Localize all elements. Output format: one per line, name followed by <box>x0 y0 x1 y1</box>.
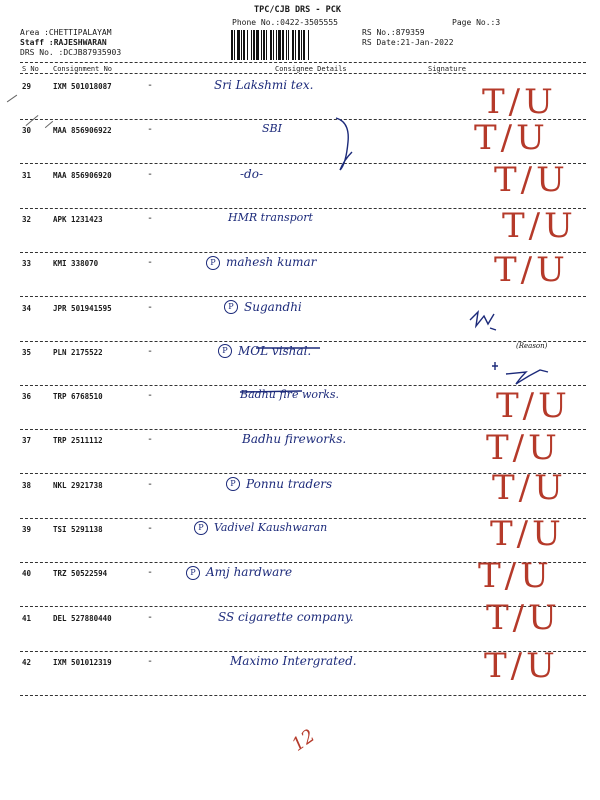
strike-mark <box>238 384 308 398</box>
row-signature: T/U <box>492 468 567 508</box>
row-sno: 39 <box>22 525 32 534</box>
row-consignee-text: HMR transport <box>228 210 313 224</box>
header-rule-top <box>20 62 586 63</box>
row-dash-mark: - <box>147 257 154 269</box>
header-rule-bottom <box>20 73 586 74</box>
row-consignment: APK 1231423 <box>53 214 103 224</box>
barcode-bar <box>286 30 287 60</box>
circled-p-icon: P <box>206 256 220 270</box>
row-consignee <box>262 122 282 135</box>
row-consignee-text: Amj hardware <box>206 565 293 580</box>
row-consignee <box>206 255 316 270</box>
row-dash-mark: - <box>147 434 154 446</box>
signature-scribble <box>466 306 506 332</box>
barcode-bar <box>301 30 302 60</box>
row-consignment: MAA 856906920 <box>53 170 112 180</box>
row-dash-mark: - <box>147 212 154 224</box>
circled-p-icon: P <box>194 521 208 535</box>
row-signature: T/U <box>474 118 549 158</box>
barcode-bar <box>282 30 284 60</box>
row-signature: T/U <box>478 556 553 596</box>
row-signature: T/U <box>502 206 577 246</box>
row-signature: T/U <box>486 598 561 638</box>
row-sno: 34 <box>22 303 32 313</box>
row-sno: 31 <box>22 170 32 180</box>
area-label: Area :CHETTIPALAYAM <box>20 28 112 37</box>
row-dash-mark: - <box>147 80 154 91</box>
barcode-bar <box>261 30 262 60</box>
row-dash-mark: - <box>147 301 154 313</box>
barcode-bar <box>263 30 265 60</box>
page-number: Page No.:3 <box>452 18 501 27</box>
row-consignment: IXM 501012319 <box>53 657 112 667</box>
drs-number: DRS No. :DCJB87935903 <box>20 48 122 57</box>
row-consignee-text: -do- <box>240 166 264 181</box>
rs-date: RS Date:21-Jan-2022 <box>362 38 454 47</box>
barcode <box>229 30 357 60</box>
handwritten-bracket <box>332 112 362 172</box>
row35-reason-note: (Reason) <box>516 342 548 350</box>
circled-p-icon: P <box>226 477 240 491</box>
rs-number: RS No.:879359 <box>362 28 425 37</box>
row-consignee-text: Badhu fireworks. <box>242 432 347 447</box>
table-row <box>0 300 600 344</box>
barcode-bar <box>298 30 300 60</box>
row-signature: T/U <box>496 386 571 426</box>
col-consignment: Consignment No <box>53 65 113 73</box>
barcode-bar <box>243 30 245 60</box>
row-divider <box>20 695 586 696</box>
col-signature: Signature <box>428 65 466 73</box>
barcode-bar <box>253 30 255 60</box>
row-dash-mark: - <box>147 655 154 667</box>
row-sno: 37 <box>22 436 32 446</box>
row-consignee <box>224 300 302 315</box>
circled-p-icon: P <box>224 300 238 314</box>
row-sno: 40 <box>22 569 32 579</box>
row-consignment: PLN 2175522 <box>53 347 103 357</box>
row-signature: T/U <box>482 82 557 122</box>
doc-title: TPC/CJB DRS - PCK <box>254 5 341 15</box>
row-consignee-text: Ponnu traders <box>246 476 333 491</box>
row-consignment: TRP 6768510 <box>53 392 103 402</box>
row-dash-mark: - <box>147 390 154 402</box>
row-sno: 29 <box>22 82 32 91</box>
barcode-bar <box>295 30 296 60</box>
row-dash-mark: - <box>147 168 154 180</box>
barcode-bar <box>292 30 294 60</box>
barcode-bar <box>251 30 252 60</box>
barcode-bar <box>237 30 240 60</box>
row-sno: 30 <box>22 126 32 136</box>
barcode-bar <box>266 30 267 60</box>
row-consignment: DEL 527880440 <box>53 613 112 623</box>
row-consignee <box>186 565 292 580</box>
barcode-bar <box>276 30 277 60</box>
row-dash-mark: - <box>147 523 154 534</box>
row-divider <box>20 296 586 297</box>
row-consignee-text: Maximo Intergrated. <box>230 653 357 668</box>
row-consignee-text: Sugandhi <box>244 299 302 314</box>
barcode-bar <box>308 30 309 60</box>
barcode-bar <box>234 30 235 60</box>
barcode-bar <box>303 30 305 60</box>
barcode-bar <box>241 30 242 60</box>
row-dash-mark: - <box>147 567 154 579</box>
row-consignment: TSI 5291138 <box>53 525 103 534</box>
row-consignment: IXM 501018087 <box>53 82 112 91</box>
barcode-bar <box>278 30 281 60</box>
row-sno: 36 <box>22 392 32 402</box>
row-signature: T/U <box>490 514 565 554</box>
row-consignment: TRZ 50522594 <box>53 569 108 579</box>
phone-number: Phone No.:0422-3505555 <box>232 18 338 27</box>
row-signature: T/U <box>484 646 559 686</box>
row-consignee-text: MOL vishal. <box>238 343 312 358</box>
barcode-bar <box>231 30 233 60</box>
signature-scribble <box>486 348 556 388</box>
circled-p-icon: P <box>218 344 232 358</box>
circled-p-icon: P <box>186 566 200 580</box>
strike-mark <box>254 340 324 354</box>
row-dash-mark: - <box>147 345 154 357</box>
row-consignee <box>226 477 332 492</box>
col-sno: S No <box>22 65 39 73</box>
row-signature: T/U <box>486 428 561 468</box>
barcode-bar <box>270 30 272 60</box>
row-sno: 38 <box>22 480 32 490</box>
barcode-bar <box>247 30 248 60</box>
row-consignee <box>214 78 313 92</box>
row-dash-mark: - <box>147 478 154 490</box>
row-consignment: NKL 2921738 <box>53 480 103 490</box>
row-dash-mark: - <box>147 611 154 623</box>
staff-label: Staff :RAJESHWARAN <box>20 38 107 47</box>
row-signature: T/U <box>494 250 569 290</box>
row-consignee <box>194 521 327 535</box>
barcode-bar <box>256 30 259 60</box>
row-consignment: MAA 856906922 <box>53 126 112 136</box>
row-consignee <box>228 211 313 224</box>
row-consignment: JPR 501941595 <box>53 303 112 313</box>
row-dash-mark: - <box>147 124 154 136</box>
row-consignment: KMI 338070 <box>53 259 99 269</box>
row-sno: 42 <box>22 657 32 667</box>
row-signature: T/U <box>494 160 569 200</box>
col-consignee: Consignee Details <box>275 65 347 73</box>
row-consignee-text: Badhu fire works. <box>240 388 340 402</box>
row-sno: 35 <box>22 347 32 357</box>
barcode-bar <box>288 30 289 60</box>
page-count-note: 12 <box>288 725 319 756</box>
row-consignee-text: SBI <box>262 122 282 136</box>
row-sno: 33 <box>22 259 32 269</box>
row-consignee <box>240 167 263 181</box>
row-consignee-text: Sri Lakshmi tex. <box>214 78 314 92</box>
row-sno: 32 <box>22 214 32 224</box>
row-consignee <box>218 610 354 624</box>
row-consignee <box>230 654 357 668</box>
row-consignment: TRP 2511112 <box>53 436 103 446</box>
row-consignee-text: mahesh kumar <box>226 255 317 270</box>
row-consignee-text: Vadivel Kaushwaran <box>214 521 328 534</box>
row-consignee-text: SS cigarette company. <box>218 609 354 624</box>
row-sno: 41 <box>22 613 32 623</box>
barcode-bar <box>273 30 274 60</box>
row-consignee <box>242 432 346 446</box>
